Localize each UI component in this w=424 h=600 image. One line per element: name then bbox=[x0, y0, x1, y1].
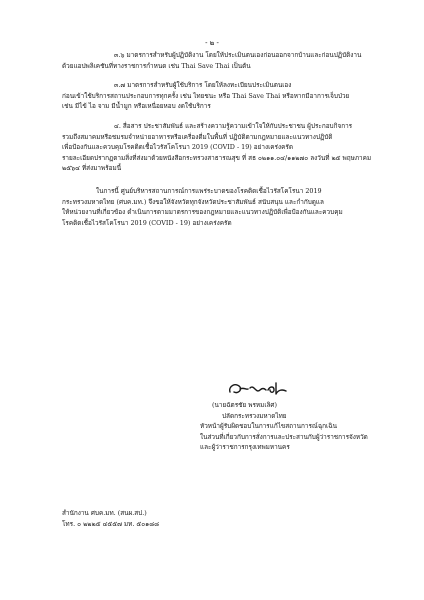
section-4 bbox=[62, 121, 372, 174]
text-line: ๔. สื่อสาร ประชาสัมพันธ์ และสร้างความรู้ความเข้าใจให้กับประชาชน ผู้ประกอบกิจการ bbox=[114, 122, 353, 130]
contact-info bbox=[62, 508, 159, 529]
text-line: ๒๕๖๔ ที่ส่งมาพร้อมนี้ bbox=[62, 164, 122, 172]
section-3-6 bbox=[62, 50, 364, 71]
conclusion-paragraph bbox=[62, 186, 364, 228]
signatory-name: (นายฉัตรชัย พรหมเลิศ) bbox=[212, 401, 277, 409]
signatory-role-line: และผู้ว่าราชการกรุงเทพมหานคร bbox=[200, 443, 290, 451]
text-line: รายละเอียดปรากฏตามสิ่งที่ส่งมาด้วยหนังสือกระทรวงสาธารณสุข ที่ สธ ๐๒๑๑.๐๔/๑๑๒๗๐ ลงวันที่ ๒๕ พฤษภาคม bbox=[62, 153, 372, 162]
text-line: กระทรวงมหาดไทย (ศบค.มท.) จึงขอให้จังหวัดทุกจังหวัดประชาสัมพันธ์ สนับสนุน และกำกับดูแล bbox=[62, 197, 324, 206]
text-line: เพื่อป้องกันและควบคุมโรคติดเชื้อไวรัสโคโรนา 2019 (COVID - 19) อย่างเคร่งครัด bbox=[62, 143, 293, 151]
text-line: ในการนี้ ศูนย์บริหารสถานการณ์การแพร่ระบาดของโรคติดเชื้อไวรัสโคโรนา 2019 bbox=[96, 187, 322, 195]
office-name: สำนักงาน ศบค.มท. (สนผ.สป.) bbox=[62, 509, 147, 517]
section-3-7 bbox=[62, 80, 364, 112]
page-number: - ๒ - bbox=[205, 39, 219, 47]
office-phone: โทร. ๐ ๒๒๒๕ ๔๕๕๗ มท. ๕๐๑๘๘ bbox=[62, 519, 160, 528]
text-line: เช่น มีไข้ ไอ จาม มีน้ำมูก หรือเหนื่อยหอบ งดใช้บริการ bbox=[62, 102, 211, 110]
text-line: ด้วยแอปพลิเคชันที่ทางราชการกำหนด เช่น Thai Save Thai เป็นต้น bbox=[62, 61, 251, 70]
text-line: ให้หน่วยงานที่เกี่ยวข้อง ดำเนินการตามมาตรการของกฎหมายและแนวทางปฏิบัติเพื่อป้องกันและควบคุม bbox=[62, 208, 343, 216]
signatory-role-line: หัวหน้าผู้รับผิดชอบในการแก้ไขสถานการณ์ฉุกเฉิน bbox=[200, 422, 337, 430]
signatory-role-line: ในส่วนที่เกี่ยวกับการสั่งการและประสานกับผู้ว่าราชการจังหวัด bbox=[200, 432, 368, 441]
text-line: โรคติดเชื้อไวรัสโคโรนา 2019 (COVID - 19) อย่างเคร่งครัด bbox=[62, 218, 232, 227]
text-line: ๓.๖ มาตรการสำหรับผู้ปฏิบัติงาน โดยให้ประเมินตนเองก่อนออกจากบ้านและก่อนปฏิบัติงาน bbox=[114, 51, 362, 59]
signature-block bbox=[200, 378, 380, 453]
handwritten-signature bbox=[224, 378, 294, 400]
signatory-position: ปลัดกระทรวงมหาดไทย bbox=[222, 411, 287, 420]
text-line: รวมถึงสมาคมหรือชมรมจำหน่ายอาหารหรือเครื่องดื่มในพื้นที่ ปฏิบัติตามกฎหมายและแนวทางปฏิบัติ bbox=[62, 132, 333, 141]
text-line: ๓.๗ มาตรการสำหรับผู้ใช้บริการ โดยให้ลงทะเบียนประเมินตนเอง bbox=[114, 81, 292, 89]
text-line: ก่อนเข้าใช้บริการสถานประกอบการทุกครั้ง เช่น ไทยชนะ หรือ Thai Save Thai หรือหากมีอาการเจ็บป่วย bbox=[62, 91, 350, 100]
